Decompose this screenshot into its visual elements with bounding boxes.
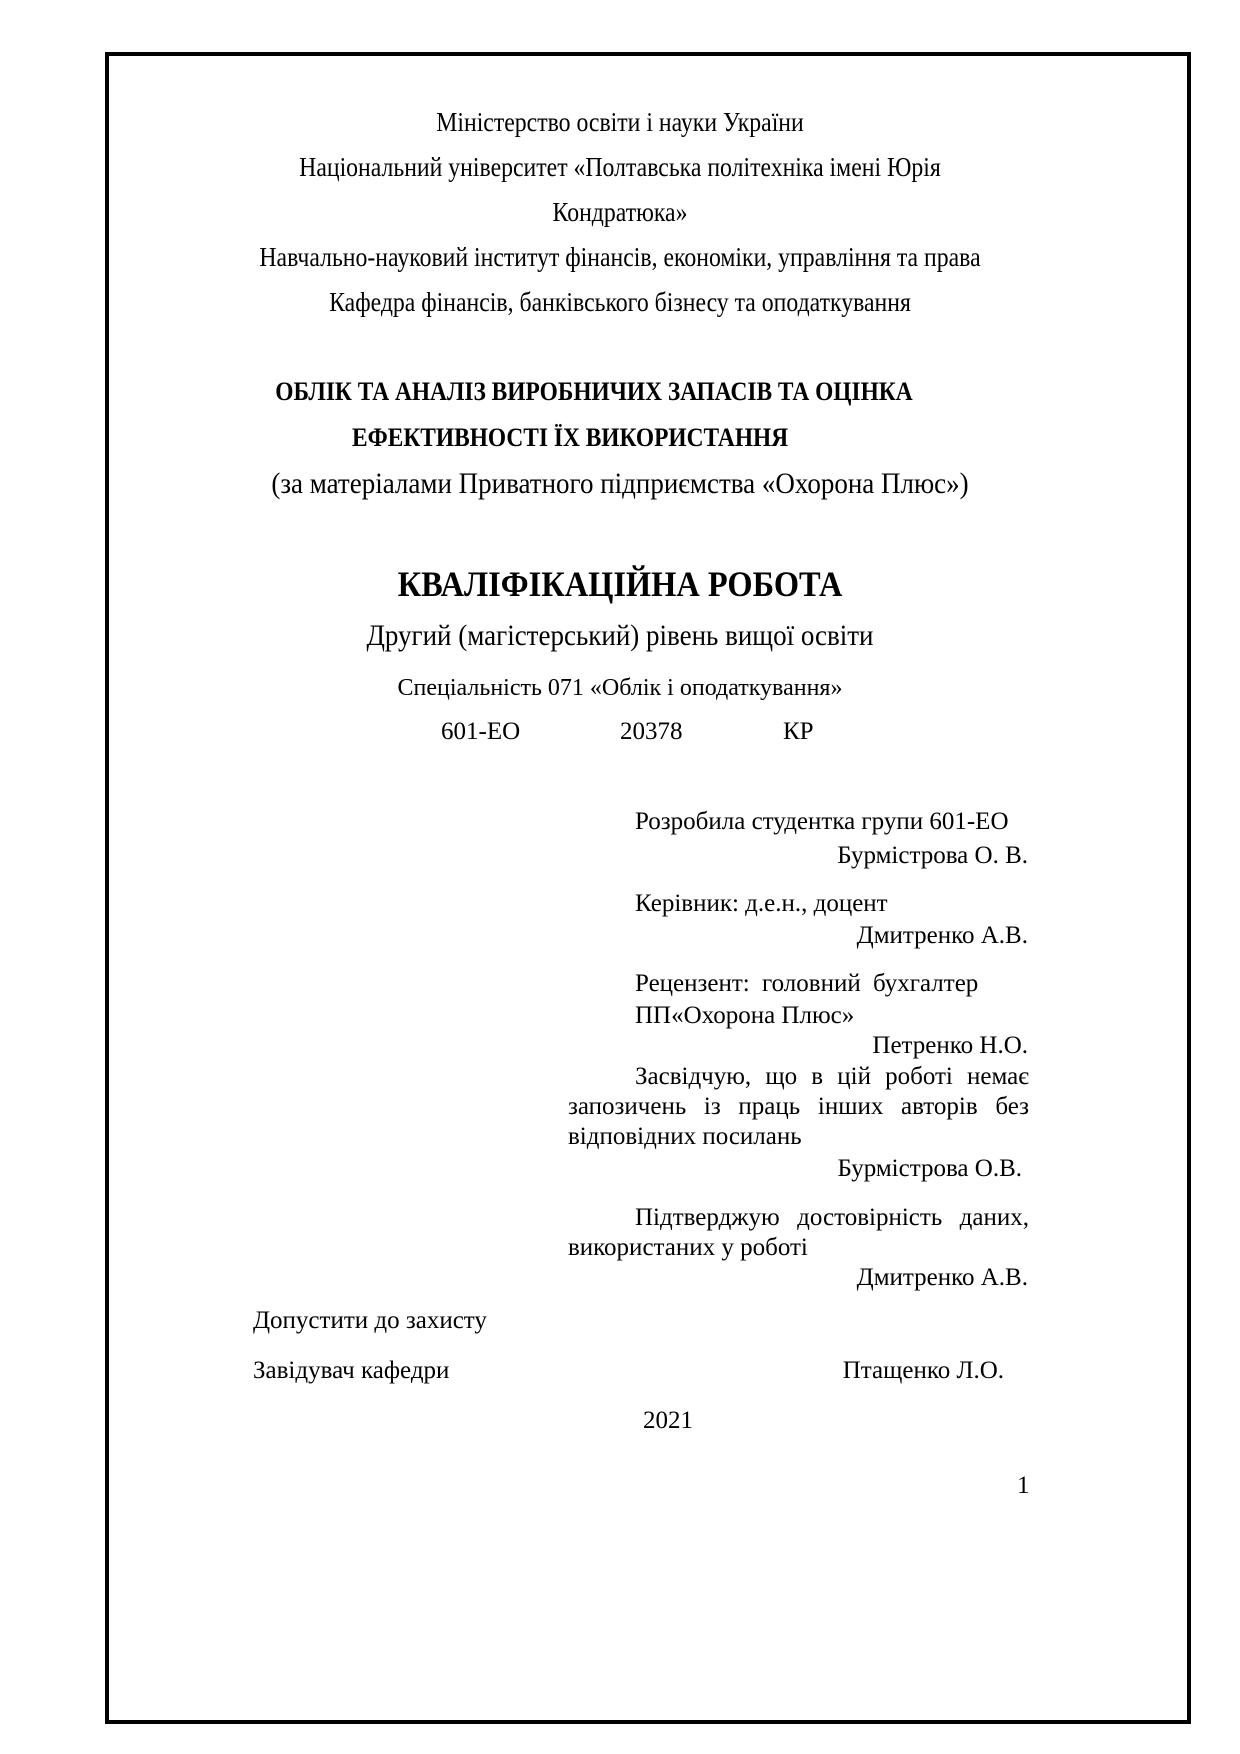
code-number: 20378 (620, 718, 683, 745)
specialty: Спеціальність 071 «Облік і оподаткування» (397, 675, 843, 701)
data-confirmation-signer-name: Дмитренко А.В. (856, 1264, 1028, 1291)
university-name-line1: Національний університет «Полтавська політехніка імені Юрія (299, 152, 941, 182)
topic-title-line1: ОБЛІК ТА АНАЛІЗ ВИРОБНИЧИХ ЗАПАСІВ ТА ОЦІНКА (275, 377, 913, 406)
admission-label: Допустити до захисту (253, 1307, 487, 1334)
author-name: Бурмістрова О. В. (837, 842, 1028, 869)
reviewer-label-line2: ПП«Охорона Плюс» (635, 1002, 855, 1029)
code-group: 601-ЕО (441, 718, 521, 745)
ministry-name: Міністерство освіти і науки України (436, 107, 804, 137)
department-head-name: Птащенко Л.О. (842, 1357, 1004, 1384)
department-name: Кафедра фінансів, банківського бізнесу та оподаткування (329, 287, 911, 317)
reviewer-label-line1: Рецензент: головний бухгалтер (635, 970, 979, 997)
topic-subtitle: (за матеріалами Приватного підприємства «Охорона Плюс») (271, 467, 969, 500)
department-head-label: Завідувач кафедри (253, 1357, 450, 1384)
author-label: Розробила студентка групи 601-ЕО (635, 808, 1009, 835)
reviewer-name: Петренко Н.О. (872, 1032, 1028, 1059)
supervisor-name: Дмитренко А.В. (856, 922, 1028, 949)
year: 2021 (643, 1407, 693, 1434)
originality-statement-line3: відповідних посилань (568, 1123, 802, 1150)
work-type-title: КВАЛІФІКАЦІЙНА РОБОТА (397, 564, 843, 604)
topic-title-line2: ЕФЕКТИВНОСТІ ЇХ ВИКОРИСТАННЯ (352, 423, 789, 452)
education-level: Другий (магістерський) рівень вищої освіти (366, 619, 874, 652)
institute-name: Навчально-науковий інститут фінансів, економіки, управління та права (259, 242, 981, 272)
data-confirmation-line2: використаних у роботі (568, 1234, 808, 1261)
originality-signer-name: Бурмістрова О.В. (837, 1155, 1022, 1182)
code-type: КР (783, 718, 814, 745)
university-name-line2: Кондратюка» (552, 197, 688, 227)
data-confirmation-line1: Підтверджую достовірність даних, (635, 1204, 1029, 1231)
page-number: 1 (1017, 1472, 1030, 1499)
originality-statement-line2: запозичень із праць інших авторів без (568, 1093, 1029, 1120)
originality-statement-line1: Засвідчую, що в цій роботі немає (635, 1063, 1029, 1090)
supervisor-label: Керівник: д.е.н., доцент (635, 890, 888, 917)
